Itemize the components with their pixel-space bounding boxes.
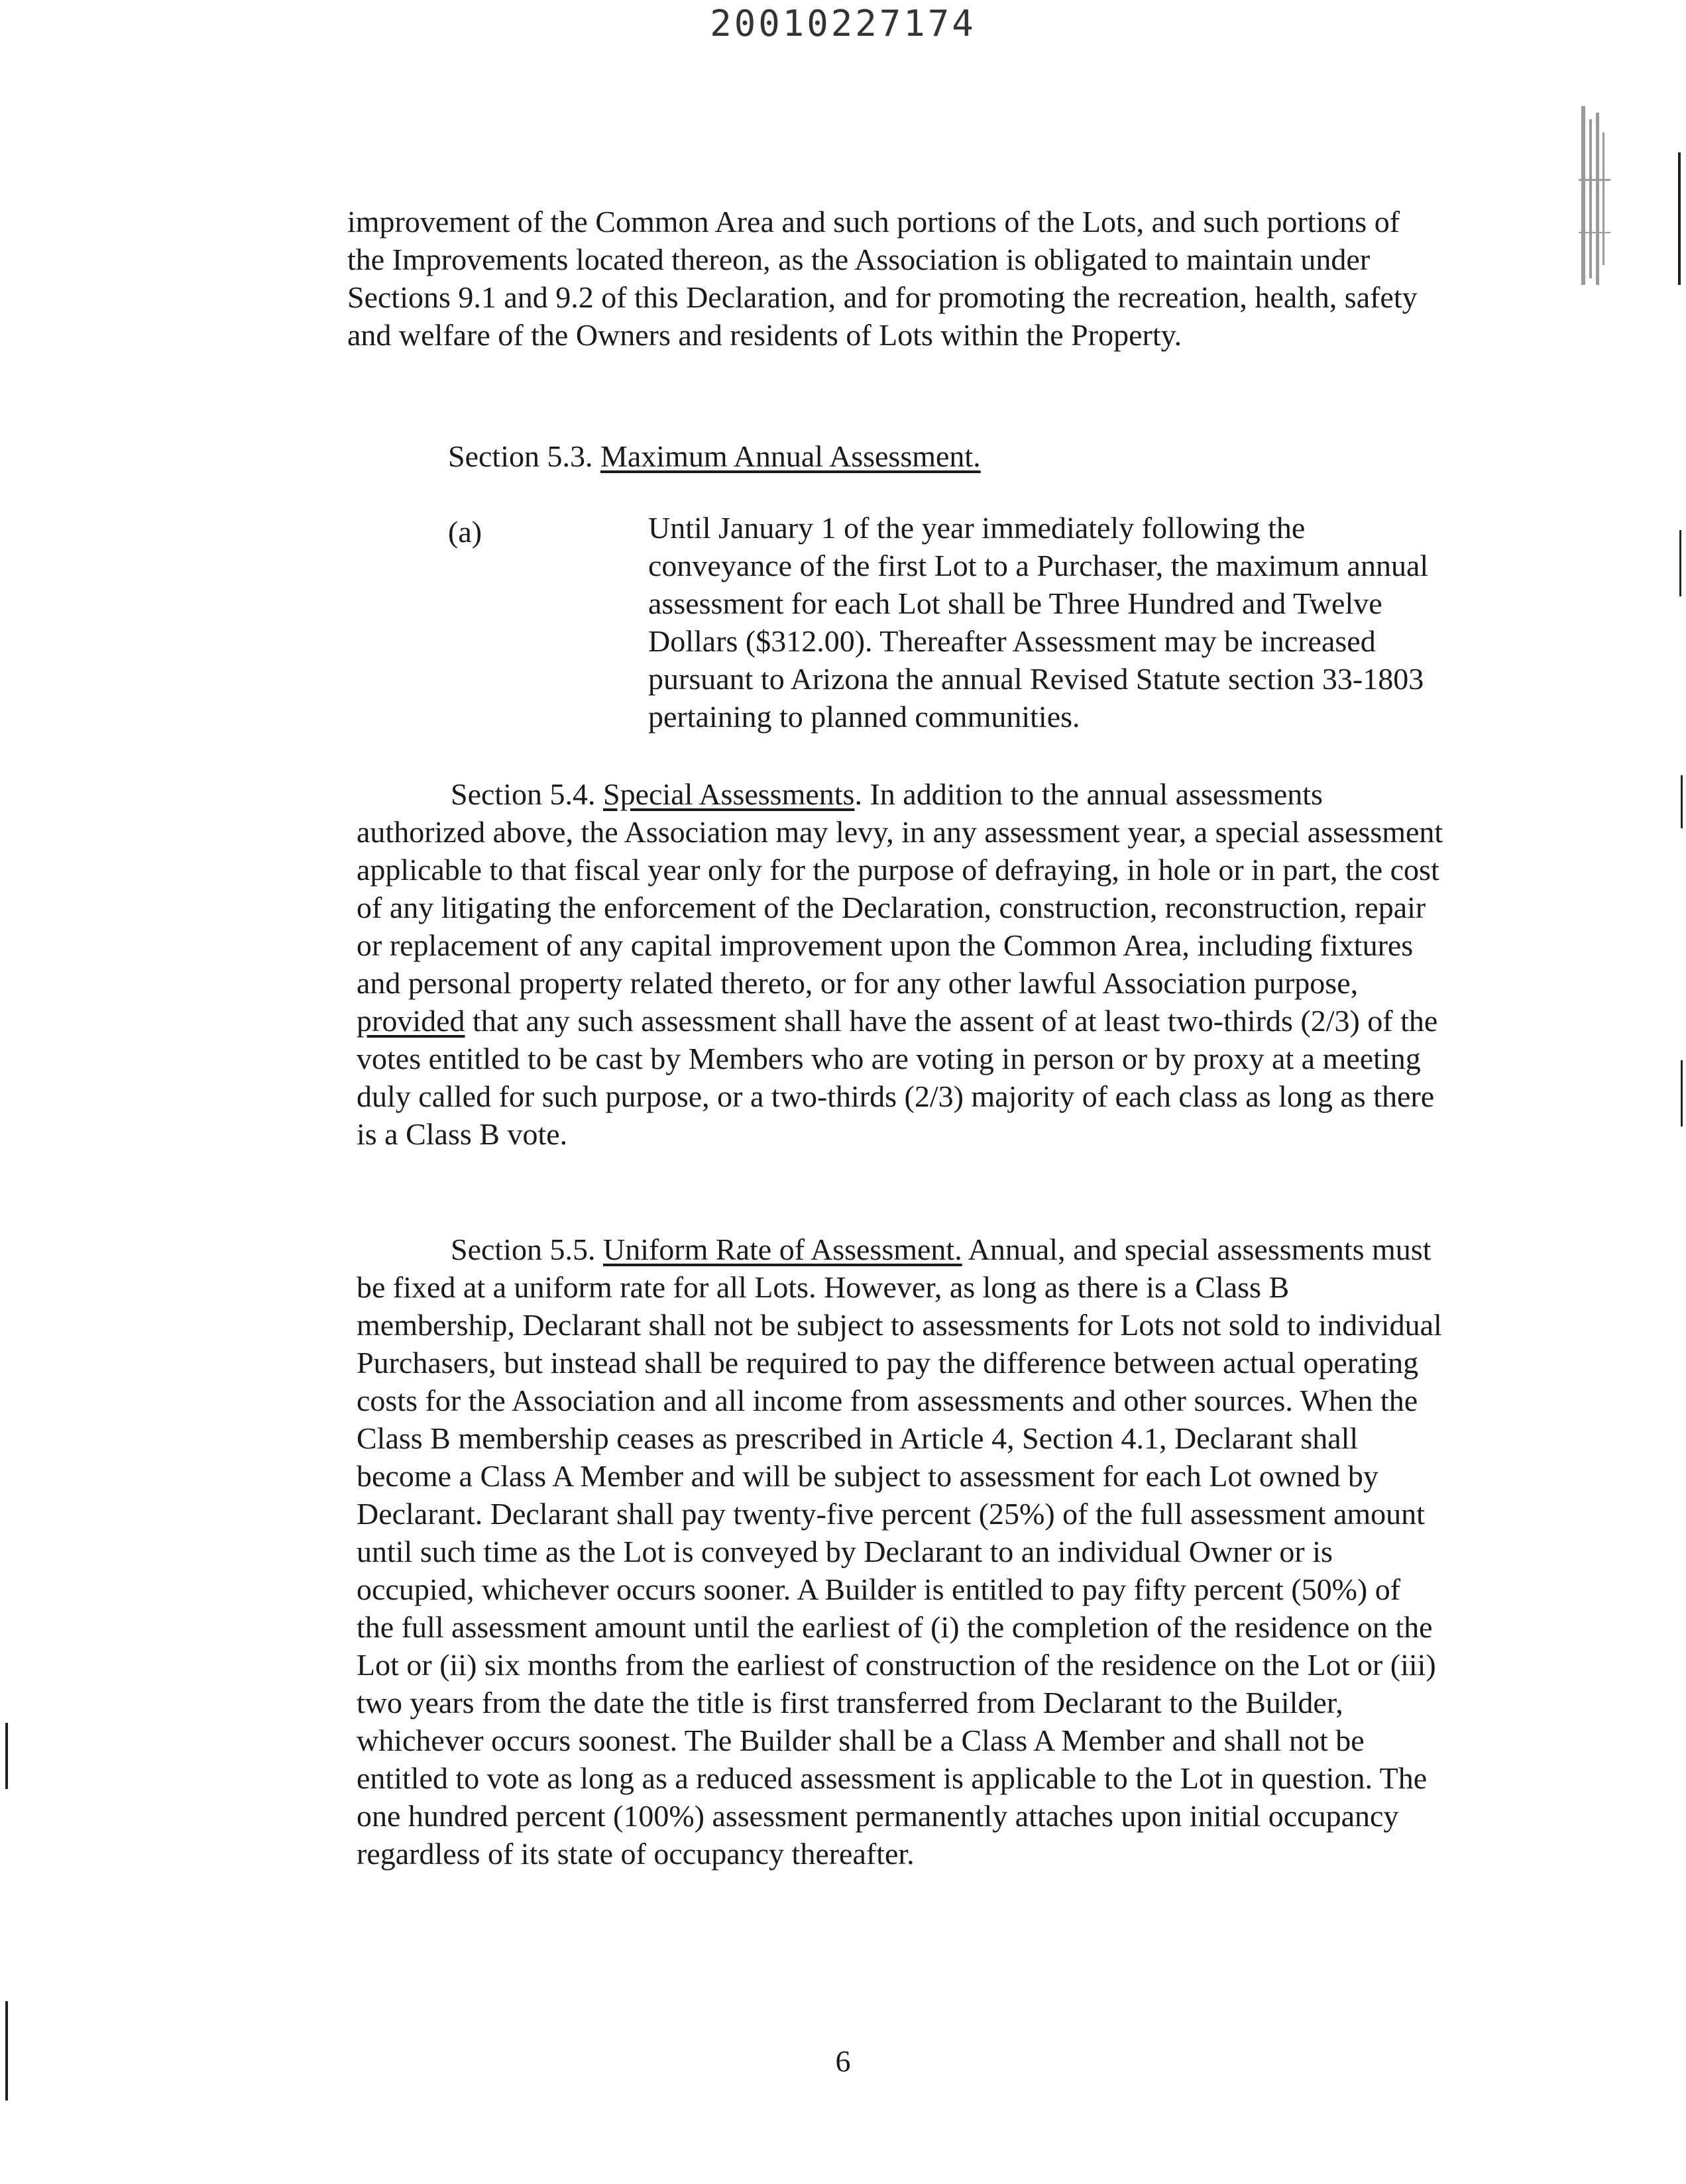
provided-term: provided [357,1004,465,1038]
scan-edge-mark [1681,1060,1683,1126]
section-5-4-paragraph [357,775,1443,1153]
section-number: Section 5.3. [448,439,593,473]
section-text: Annual, and special assessments must be fixed at a uniform rate for all Lots. However, as long as there is a Class B membership, Declarant shall not be subject to assessments for Lots not sold to individual Purchasers, but instead shall be required to pay the difference between actual operating costs for the Association and all income from assessments and other sources. When the Class B membership ceases as prescribed in Article 4, Section 4.1, Declarant shall become a Class A Member and will be subject to assessment for each Lot owned by Declarant. Declarant shall pay twenty-five percent (25%) of the full assessment amount until such time as the Lot is conveyed by Declarant to an individual Owner or is occupied, whichever occurs sooner. A Builder is entitled to pay fifty percent (50%) of the full assessment amount until the earliest of (i) the completion of the residence on the Lot or (ii) six months from the earliest of construction of the residence on the Lot or (iii) two years from the date the title is first transferred from Declarant to the Builder, whichever occurs soonest. The Builder shall be a Class A Member and shall not be entitled to vote as long as a reduced assessment is applicable to the Lot in question. The one hundred percent (100%) assessment permanently attaches upon initial occupancy regardless of its state of occupancy thereafter. [357,1232,1442,1871]
section-number: Section 5.4. [451,777,596,811]
section-text: . In addition to the annual assessments authorized above, the Association may levy, in any assessment year, a special assessment applicable to that fiscal year only for the purpose of defraying, in hole or in part, the cost of any litigating the enforcement of the Declaration, construction, reconstruction, repair or replacement of any capital improvement upon the Common Area, including fixtures and personal property related thereto, or for any other lawful Association purpose, [357,777,1443,1000]
recorder-stamp-mark [1576,99,1613,298]
section-5-5-paragraph [357,1230,1443,1873]
intro-paragraph: improvement of the Common Area and such portions of the Lots, and such portions of the Improvements located thereon, as the Association is obligated to maintain under Sections 9.1 and 9.2 of this Declaration, and for promoting the recreation, health, safety and welfare of the Owners and residents of Lots within the Property. [347,205,1418,352]
item-a-marker: (a) [448,515,482,549]
item-a-text: Until January 1 of the year immediately following the conveyance of the first Lot to a Purchaser, the maximum annual assessment for each Lot shall be Three Hundred and Twelve Dollars ($312.00). Thereafter Assessment may be increased pursuant to Arizona the annual Revised Statute section 33-1803 pertaining to planned communities. [648,511,1429,734]
section-title: Special Assessments [602,777,855,811]
section-number: Section 5.5. [451,1232,596,1266]
section-title: Uniform Rate of Assessment. [602,1232,962,1266]
scan-edge-mark [5,1723,8,1789]
scan-edge-mark [1681,775,1683,828]
scan-edge-mark [1679,530,1681,596]
section-text: that any such assessment shall have the assent of at least two-thirds (2/3) of the votes entitled to be cast by Members who are voting in person or by proxy at a meeting duly called for such purpose, or a two-thirds (2/3) majority of each class as long as there is a Class B vote. [357,1004,1438,1151]
recording-number: 20010227174 [710,3,976,44]
section-5-3-heading [448,437,1243,475]
scan-edge-mark [1678,152,1681,285]
page-number: 6 [835,2044,851,2078]
section-title: Maximum Annual Assessment. [600,439,981,473]
